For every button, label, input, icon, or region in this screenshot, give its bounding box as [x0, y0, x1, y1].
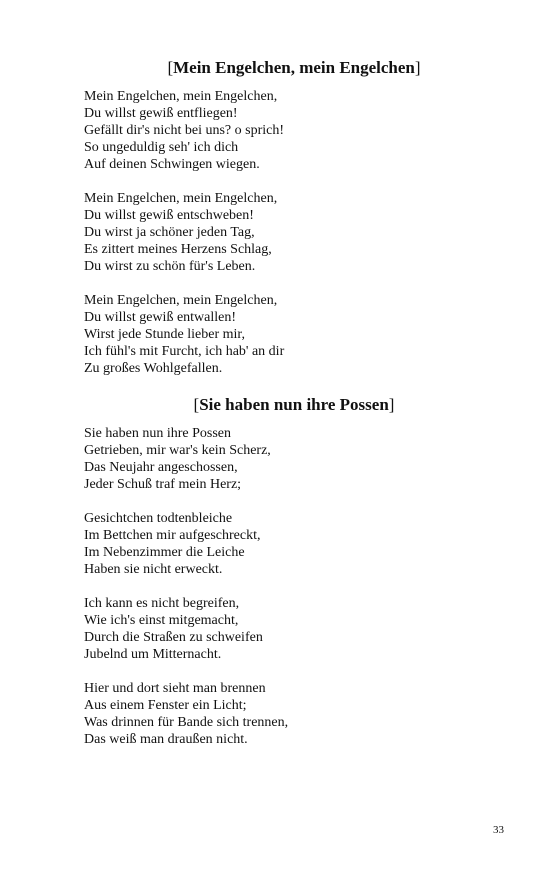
verse-line: Es zittert meines Herzens Schlag, [84, 242, 272, 257]
verse-line: Du willst gewiß entwallen! [84, 310, 237, 325]
verse-line: Wirst jede Stunde lieber mir, [84, 327, 245, 342]
verse-line: Durch die Straßen zu schweifen [84, 630, 263, 645]
verse-line: Gesichtchen todtenbleiche [84, 511, 233, 526]
title-open-bracket: [ [167, 58, 174, 77]
verse-line: Du wirst ja schöner jeden Tag, [84, 225, 255, 240]
verse-line: Getrieben, mir war's kein Scherz, [84, 443, 271, 458]
verse-line: Mein Engelchen, mein Engelchen, [84, 293, 278, 308]
verse-line: Du wirst zu schön für's Leben. [84, 259, 256, 274]
verse-line: Gefällt dir's nicht bei uns? o sprich! [84, 123, 285, 138]
title-open-bracket: [ [193, 395, 200, 414]
poem-title [84, 58, 504, 78]
verse-line: Mein Engelchen, mein Engelchen, [84, 89, 278, 104]
stanza-1 [84, 88, 504, 173]
stanza-2 [84, 510, 504, 578]
verse-line: Das Neujahr angeschossen, [84, 460, 238, 475]
verse-line: Mein Engelchen, mein Engelchen, [84, 191, 278, 206]
verse-line: Zu großes Wohlgefallen. [84, 361, 223, 376]
verse-line: Im Bettchen mir aufgeschreckt, [84, 528, 261, 543]
verse-line: So ungeduldig seh' ich dich [84, 140, 239, 155]
verse-line: Auf deinen Schwingen wiegen. [84, 157, 260, 172]
title-close-bracket: ] [414, 58, 421, 77]
poem-mein-engelchen [84, 58, 504, 394]
stanza-2 [84, 190, 504, 275]
stanza-3 [84, 595, 504, 663]
stanza-3 [84, 292, 504, 377]
verse-line: Du willst gewiß entfliegen! [84, 106, 238, 121]
verse-line: Hier und dort sieht man brennen [84, 681, 266, 696]
poem-sie-haben-nun-ihre-possen [84, 395, 504, 765]
stanza-1 [84, 425, 504, 493]
verse-line: Ich kann es nicht begreifen, [84, 596, 240, 611]
verse-line: Wie ich's einst mitgemacht, [84, 613, 239, 628]
verse-line: Aus einem Fenster ein Licht; [84, 698, 247, 713]
verse-line: Ich fühl's mit Furcht, ich hab' an dir [84, 344, 285, 359]
verse-line: Sie haben nun ihre Possen [84, 426, 231, 441]
verse-line: Was drinnen für Bande sich trennen, [84, 715, 289, 730]
verse-line: Jubelnd um Mitternacht. [84, 647, 222, 662]
verse-line: Jeder Schuß traf mein Herz; [84, 477, 242, 492]
title-close-bracket: ] [388, 395, 395, 414]
poem-title-text: Sie haben nun ihre Possen [199, 395, 389, 414]
verse-line: Das weiß man draußen nicht. [84, 732, 248, 747]
poem-title-text: Mein Engelchen, mein Engelchen [173, 58, 415, 77]
verse-line: Im Nebenzimmer die Leiche [84, 545, 245, 560]
verse-line: Du willst gewiß entschweben! [84, 208, 254, 223]
poem-title [84, 395, 504, 415]
page-number: 33 [493, 824, 504, 836]
stanza-4 [84, 680, 504, 748]
verse-line: Haben sie nicht erweckt. [84, 562, 223, 577]
